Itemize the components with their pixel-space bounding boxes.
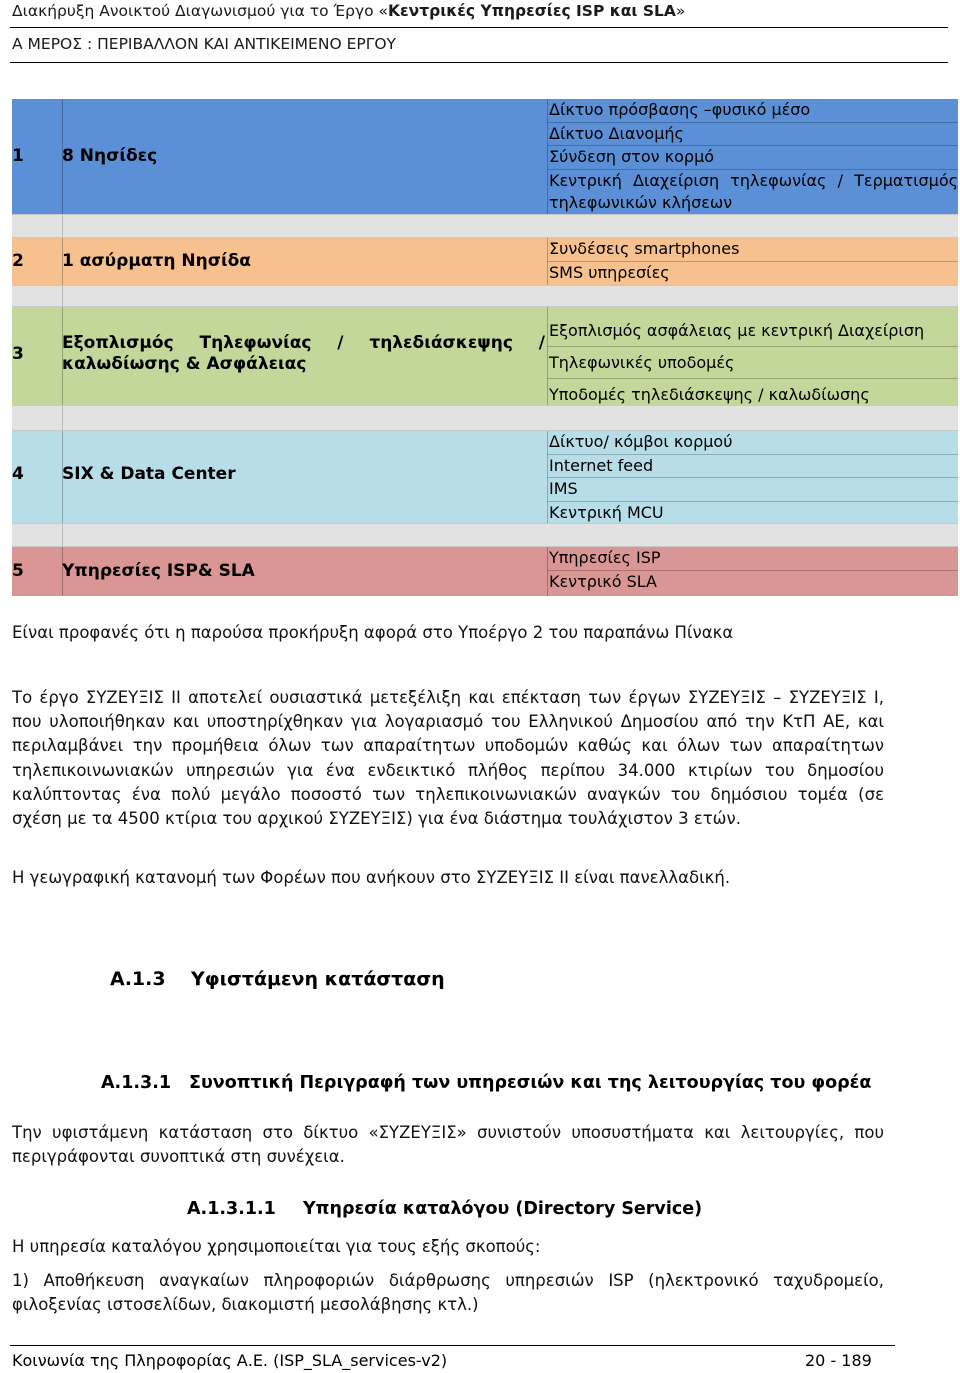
row-items <box>547 547 958 593</box>
row-description: 8 Νησίδες <box>62 146 158 166</box>
subsection-number: Α.1.3.1 <box>101 1073 172 1093</box>
row-items <box>547 431 958 524</box>
item: Δίκτυο Διανομής <box>547 123 958 147</box>
item: Υποδομές τηλεδιάσκεψης / καλωδίωσης <box>549 385 870 404</box>
paragraph-project-description: Το έργο ΣΥΖΕΥΞΙΣ ΙΙ αποτελεί ουσιαστικά μετεξέλιξη και επέκταση των έργων ΣΥΖΕΥΞΙΣ – ΣΥΖΕΥΞΙΣ Ι, που υλοποιήθηκαν και υποστηρίχθηκαν για λογαριασμό του Ελληνικού Δημοσίου από την ΚτΠ ΑΕ, και περιλαμβάνει την προμήθεια όλων των απαραίτητων υποδομών καθώς και όλων των απαραίτητων τηλεπικοινωνιακών υπηρεσιών για ένα ενδεικτικό πλήθος περίπου 34.000 κτιρίων του δημοσίου καλύπτοντας ένα πολύ μεγάλο ποσοστό των τηλεπικοινωνιακών αναγκών του δημόσιου τομέα (σε σχέση με τα 4500 κτίρια του αρχικού ΣΥΖΕΥΞΙΣ) για ένα διάστημα τουλάχιστον 3 ετών. <box>12 688 884 829</box>
row-description: SIX & Data Center <box>62 464 236 484</box>
table-row <box>12 307 958 405</box>
item: Δίκτυο/ κόμβοι κορμού <box>547 431 958 455</box>
page-number: 20 - 189 <box>805 1351 872 1370</box>
row-description-line: Εξοπλισμός Τηλεφωνίας / τηλεδιάσκεψης / <box>62 333 545 353</box>
row-items <box>547 315 958 410</box>
table-separator <box>12 523 958 547</box>
item: Δίκτυο πρόσβασης –φυσικό μέσο <box>547 99 958 123</box>
item: Κεντρική Διαχείριση τηλεφωνίας / Τερματισμός <box>549 170 958 190</box>
footer-left: Κοινωνία της Πληροφορίας Α.Ε. (ISP_SLA_services-v2) <box>12 1351 448 1370</box>
item: τηλεφωνικών κλήσεων <box>549 193 733 212</box>
document-header-title: Διακήρυξη Ανοικτού Διαγωνισμού για το Έργο «Κεντρικές Υπηρεσίες ISP και SLA» <box>12 2 686 20</box>
item: Τηλεφωνικές υποδομές <box>547 347 958 379</box>
table-row <box>12 547 958 596</box>
item: Συνδέσεις smartphones <box>547 238 958 262</box>
item: Κεντρικό SLA <box>549 571 657 591</box>
row-number: 4 <box>12 464 24 484</box>
header-divider <box>10 27 948 28</box>
subsubsection-number: Α.1.3.1.1 <box>187 1199 276 1219</box>
row-items <box>547 99 958 215</box>
table-separator <box>12 405 958 431</box>
item: Υπηρεσίες ISP <box>547 547 958 571</box>
item: SMS υπηρεσίες <box>549 262 670 282</box>
row-number: 2 <box>12 251 24 271</box>
row-description: 1 ασύρματη Νησίδα <box>62 251 251 271</box>
item: Εξοπλισμός ασφάλειας με κεντρική Διαχείριση <box>547 315 958 347</box>
subprojects-table <box>12 99 958 596</box>
table-separator <box>12 214 958 238</box>
section-title: Υφιστάμενη κατάσταση <box>191 968 445 990</box>
table-separator <box>12 285 958 307</box>
row-description-line: καλωδίωσης & Ασφάλειας <box>62 354 307 374</box>
table-row <box>12 431 958 523</box>
item: Κεντρική MCU <box>549 502 664 522</box>
row-number: 1 <box>12 146 24 166</box>
row-items <box>547 238 958 284</box>
paragraph-current-state: Την υφιστάμενη κατάσταση στο δίκτυο «ΣΥΖΕΥΞΙΣ» συνιστούν υποσυστήματα και λειτουργίες, που περιγράφονται συνοπτικά στη συνέχεια. <box>12 1123 884 1167</box>
header-divider-2 <box>10 62 948 63</box>
footer-divider <box>10 1345 895 1346</box>
item: Σύνδεση στον κορμό <box>547 146 958 170</box>
document-header-subtitle: Α ΜΕΡΟΣ : ΠΕΡΙΒΑΛΛΟΝ ΚΑΙ ΑΝΤΙΚΕΙΜΕΝΟ ΕΡΓΟΥ <box>12 35 397 53</box>
row-number: 5 <box>12 561 24 581</box>
item: Internet feed <box>547 455 958 479</box>
paragraph-geographic: Η γεωγραφική κατανομή των Φορέων που ανήκουν στο ΣΥΖΕΥΞΙΣ ΙΙ είναι πανελλαδική. <box>12 868 731 887</box>
table-row <box>12 99 958 214</box>
row-description <box>62 333 545 375</box>
row-number: 3 <box>12 344 24 364</box>
paragraph-directory-purpose: Η υπηρεσία καταλόγου χρησιμοποιείται για τους εξής σκοπούς: <box>12 1237 541 1256</box>
table-row <box>12 238 958 285</box>
section-number: Α.1.3 <box>110 968 166 990</box>
paragraph-scope: Είναι προφανές ότι η παρούσα προκήρυξη αφορά στο Υποέργο 2 του παραπάνω Πίνακα <box>12 623 734 642</box>
paragraph-directory-item-1: 1) Αποθήκευση αναγκαίων πληροφοριών διάρθρωσης υπηρεσιών ISP (ηλεκτρονικό ταχυδρομείο, φιλοξενίας ιστοσελίδων, διακομιστή μεσολάβησης κτλ.) <box>12 1271 884 1315</box>
subsection-title: Συνοπτική Περιγραφή των υπηρεσιών και της λειτουργίας του φορέα <box>189 1073 872 1093</box>
row-description: Υπηρεσίες ISP& SLA <box>62 561 255 581</box>
subsubsection-title: Υπηρεσία καταλόγου (Directory Service) <box>303 1199 703 1219</box>
item: IMS <box>547 478 958 502</box>
